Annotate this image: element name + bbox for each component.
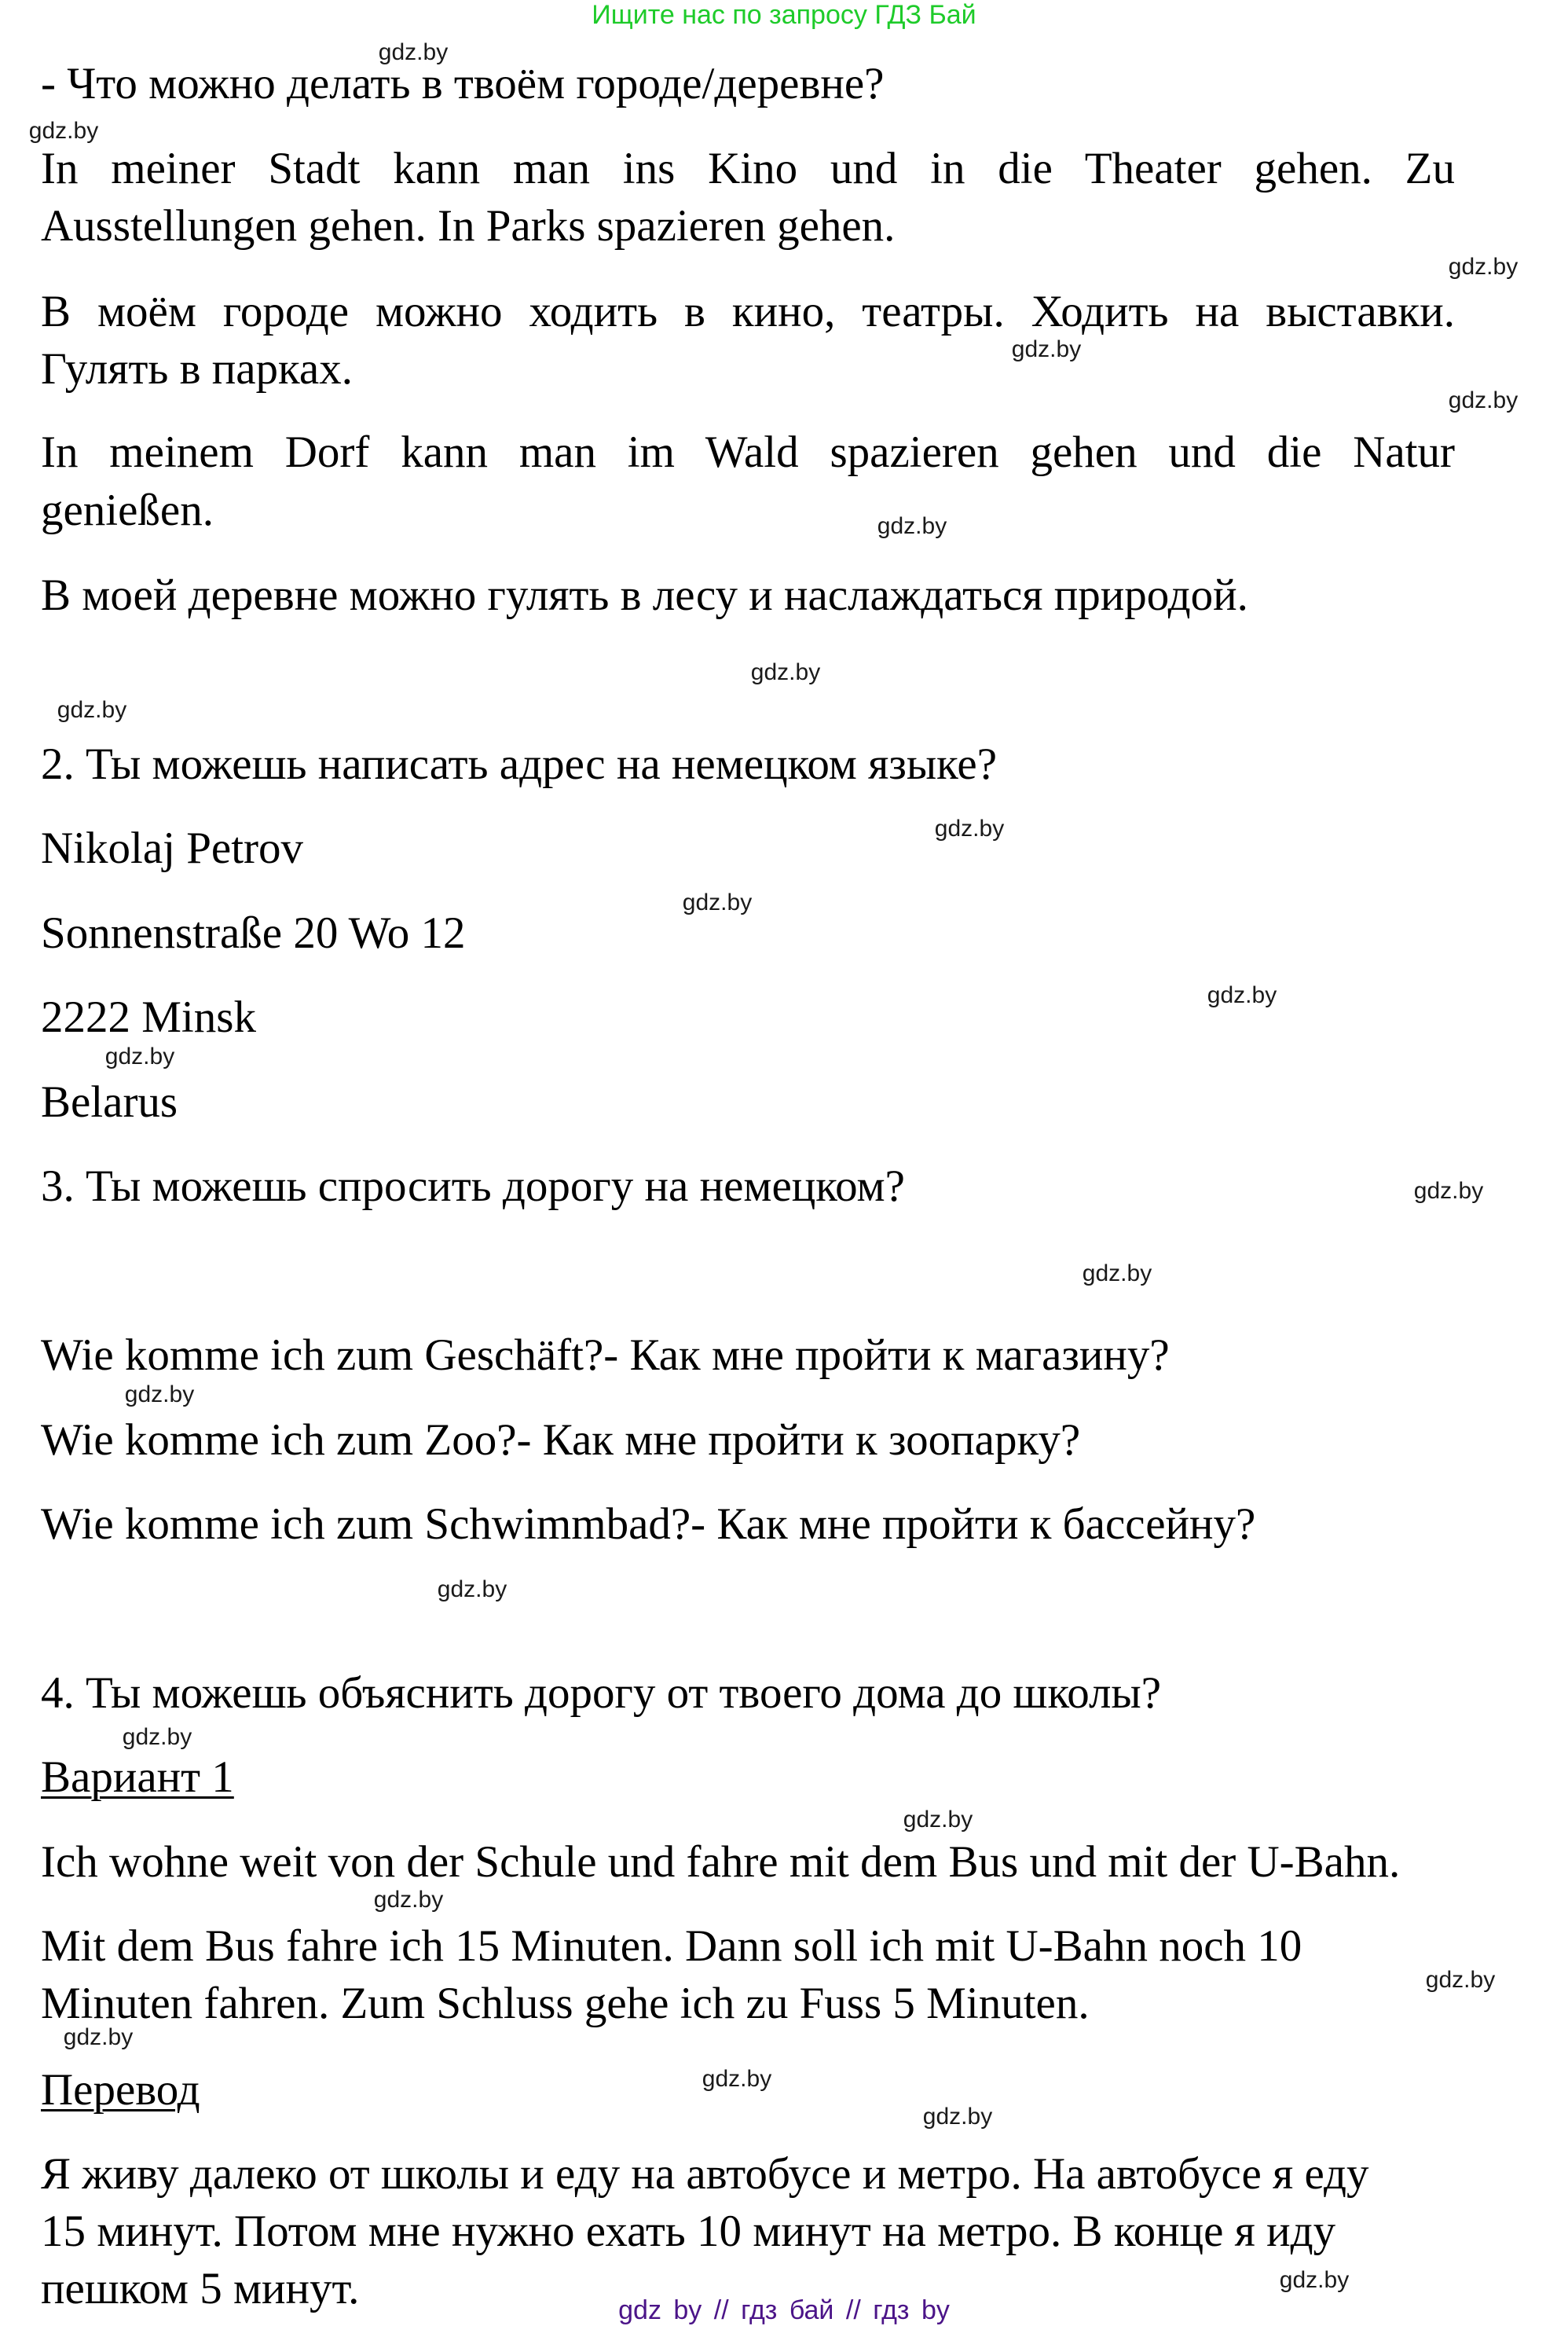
watermark: gdz.by [104,1044,175,1069]
watermark: gdz.by [903,1807,973,1833]
answer-1-russian-line-1: В моём городе можно ходить в кино, театры. Ходить на выставки. [41,287,1455,336]
answer-1-german-line-2: Ausstellungen gehen. In Parks spazieren gehen. [41,201,896,251]
address-name: Nikolaj Petrov [41,824,304,873]
watermark: gdz.by [1082,1260,1152,1286]
site-footer-links: gdz by // гдз бай // гдз by [618,2295,950,2325]
watermark: gdz.by [1413,1178,1484,1204]
question-3: 3. Ты можешь спросить дорогу на немецком? [41,1161,905,1211]
watermark: gdz.by [1279,2267,1350,2293]
watermark: gdz.by [682,890,753,915]
address-country: Belarus [41,1077,178,1127]
watermark: gdz.by [1425,1967,1496,1993]
answer-1-russian-line-2: Гулять в парках. [41,344,353,394]
watermark: gdz.by [1448,387,1519,413]
watermark: gdz.by [124,1381,195,1407]
watermark: gdz.by [750,659,821,685]
translation-heading: Перевод [41,2065,200,2115]
answer-2-german-line-2: genießen. [41,486,214,535]
watermark: gdz.by [63,2024,134,2050]
translation-line-3: пешком 5 минут. [41,2264,360,2313]
address-city: 2222 Minsk [41,992,256,1042]
watermark: gdz.by [877,513,947,539]
watermark: gdz.by [373,1887,444,1913]
watermark: gdz.by [702,2066,772,2092]
answer-2-german-line-1: In meinem Dorf kann man im Wald spazieren gehen und die Natur [41,427,1455,477]
translation-line-2: 15 минут. Потом мне нужно ехать 10 минут на метро. В конце я иду [41,2207,1336,2256]
answer-3-line-3: Wie komme ich zum Schwimmbad?- Как мне пройти к бассейну? [41,1499,1256,1549]
watermark: gdz.by [922,2104,993,2130]
watermark: gdz.by [122,1724,192,1750]
variant-1-line-1: Ich wohne weit von der Schule und fahre mit dem Bus und mit der U-Bahn. [41,1837,1401,1887]
translation-line-1: Я живу далеко от школы и еду на автобусе и метро. На автобусе я еду [41,2149,1369,2199]
watermark: gdz.by [57,697,127,723]
watermark: gdz.by [1448,254,1519,280]
question-4: 4. Ты можешь объяснить дорогу от твоего дома до школы? [41,1668,1162,1718]
answer-3-line-1: Wie komme ich zum Geschäft?- Как мне пройти к магазину? [41,1330,1170,1380]
search-hint-banner: Ищите нас по запросу ГДЗ Бай [592,0,976,30]
watermark: gdz.by [934,816,1005,842]
address-street: Sonnenstraße 20 Wo 12 [41,908,466,958]
watermark: gdz.by [28,118,99,144]
answer-2-russian: В моей деревне можно гулять в лесу и наслаждаться природой. [41,570,1248,620]
variant-1-line-3: Minuten fahren. Zum Schluss gehe ich zu Fuss 5 Minuten. [41,1979,1090,2028]
watermark: gdz.by [1207,982,1277,1008]
variant-1-line-2: Mit dem Bus fahre ich 15 Minuten. Dann soll ich mit U-Bahn noch 10 [41,1921,1302,1971]
watermark: gdz.by [378,39,449,65]
question-1: - Что можно делать в твоём городе/деревне? [41,59,885,108]
question-2: 2. Ты можешь написать адрес на немецком языке? [41,739,998,789]
answer-1-german-line-1: In meiner Stadt kann man ins Kino und in die Theater gehen. Zu [41,144,1455,193]
watermark: gdz.by [437,1576,507,1602]
watermark: gdz.by [1011,336,1082,362]
answer-3-line-2: Wie komme ich zum Zoo?- Как мне пройти к зоопарку? [41,1415,1081,1465]
variant-1-heading: Вариант 1 [41,1752,234,1802]
